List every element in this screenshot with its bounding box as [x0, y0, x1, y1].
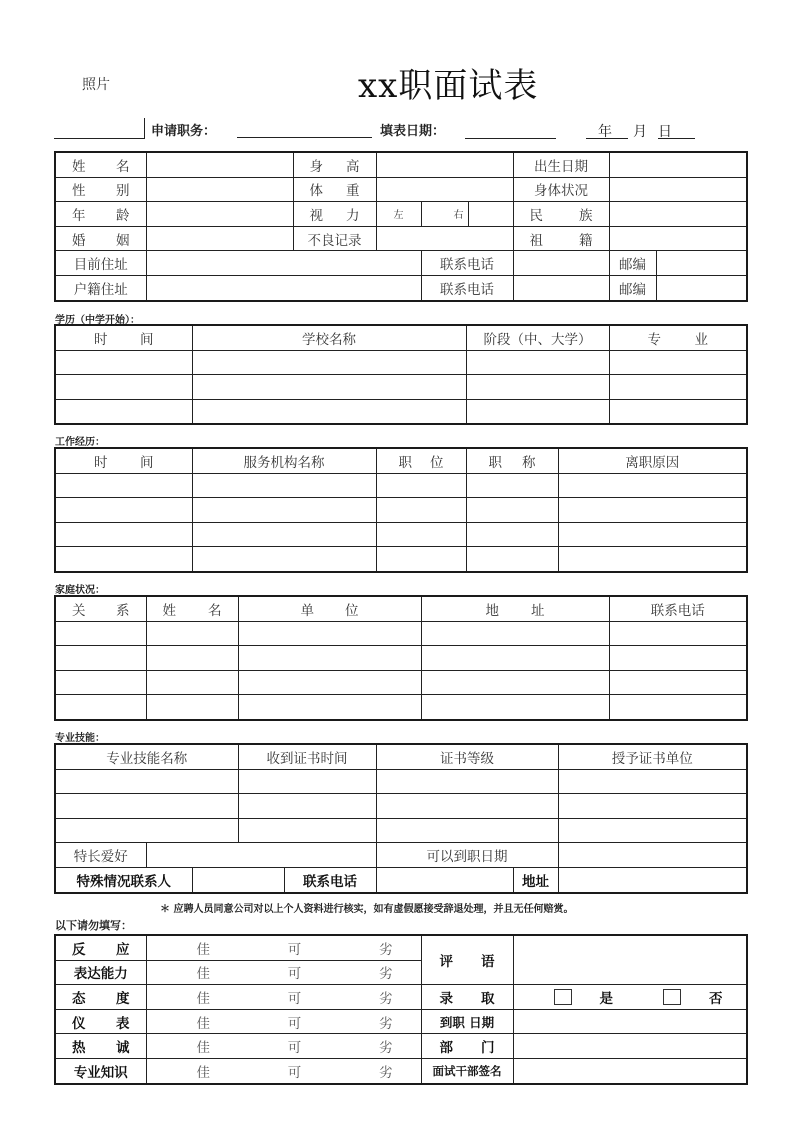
- work-position-cell[interactable]: [376, 522, 466, 547]
- skills-col-cert-issuer: 授予证书单位: [558, 744, 747, 769]
- family-name-cell[interactable]: [146, 646, 238, 671]
- family-name-cell[interactable]: [146, 621, 238, 646]
- eval-appearance-label: 仪 表: [55, 1009, 146, 1034]
- education-header-row: [55, 325, 747, 350]
- family-relation-cell[interactable]: [55, 695, 146, 720]
- bad-record-field[interactable]: [376, 226, 513, 251]
- admit-yes-label: 是: [599, 990, 613, 1007]
- height-field[interactable]: [376, 152, 513, 177]
- hobbies-row: [55, 843, 747, 868]
- current-address-label: 目前住址: [55, 251, 146, 276]
- work-title-cell[interactable]: [466, 473, 558, 498]
- grade-ok: 可: [287, 1040, 302, 1057]
- work-time-cell[interactable]: [55, 522, 192, 547]
- row-gender-weight-health: [55, 177, 747, 202]
- edu-time-cell[interactable]: [55, 350, 192, 375]
- family-section-label: 家庭状况：: [55, 585, 105, 596]
- admit-yes-checkbox[interactable]: [554, 989, 572, 1005]
- grade-good: 佳: [196, 1040, 210, 1057]
- eval-row-appearance: [55, 1009, 747, 1034]
- family-col-phone: 联系电话: [609, 596, 747, 621]
- day-field[interactable]: [658, 138, 695, 139]
- photo-placeholder-label: 照片: [82, 77, 110, 93]
- family-address-cell[interactable]: [421, 621, 609, 646]
- family-address-cell[interactable]: [421, 646, 609, 671]
- family-col-address: 地 址: [421, 596, 609, 621]
- comment-field[interactable]: [513, 935, 747, 985]
- evaluation-table: [54, 934, 748, 1085]
- edu-school-cell[interactable]: [192, 399, 466, 424]
- table-row: [55, 547, 747, 572]
- work-reason-cell[interactable]: [558, 473, 747, 498]
- work-org-cell[interactable]: [192, 498, 376, 523]
- grade-poor: 劣: [379, 1040, 393, 1057]
- skill-level-cell[interactable]: [376, 818, 558, 843]
- page-title: xx职面试表: [358, 66, 539, 106]
- admit-no-checkbox[interactable]: [663, 989, 681, 1005]
- skill-issuer-cell[interactable]: [558, 794, 747, 819]
- grade-ok: 可: [287, 966, 302, 983]
- family-unit-cell[interactable]: [238, 646, 421, 671]
- vision-left-field[interactable]: 左: [376, 202, 421, 227]
- start-date-label: 到职 日期: [421, 1009, 513, 1034]
- edu-time-cell[interactable]: [55, 399, 192, 424]
- edu-stage-cell[interactable]: [466, 350, 609, 375]
- family-address-cell[interactable]: [421, 695, 609, 720]
- current-postcode-label: 邮编: [609, 251, 656, 276]
- row-current-address: [55, 251, 747, 276]
- grade-poor: 劣: [379, 1015, 393, 1032]
- edu-stage-cell[interactable]: [466, 399, 609, 424]
- birth-date-field[interactable]: [609, 152, 747, 177]
- skill-issuer-cell[interactable]: [558, 818, 747, 843]
- weight-field[interactable]: [376, 177, 513, 202]
- comment-label: 评 语: [421, 935, 513, 985]
- edu-major-cell[interactable]: [609, 375, 747, 400]
- eval-reaction-label: 反 应: [55, 935, 146, 960]
- grade-poor: 劣: [379, 966, 393, 983]
- work-time-cell[interactable]: [55, 498, 192, 523]
- grade-poor: 劣: [379, 941, 393, 958]
- skill-level-cell[interactable]: [376, 794, 558, 819]
- education-section-label: 学历（中学开始）：: [55, 315, 140, 326]
- skill-time-cell[interactable]: [238, 818, 376, 843]
- eval-enthusiasm-label: 热 诚: [55, 1034, 146, 1059]
- row-registered-address: [55, 275, 747, 300]
- work-section-label: 工作经历：: [55, 437, 105, 448]
- education-table: [54, 324, 748, 425]
- ethnicity-label: 民 族: [513, 202, 609, 227]
- skill-time-cell[interactable]: [238, 794, 376, 819]
- edu-stage-cell[interactable]: [466, 375, 609, 400]
- table-row: [55, 621, 747, 646]
- table-row: [55, 695, 747, 720]
- work-col-org: 服务机构名称: [192, 448, 376, 473]
- health-label: 身体状况: [513, 177, 609, 202]
- marriage-label: 婚 姻: [55, 226, 146, 251]
- emergency-contact-field[interactable]: [192, 867, 284, 892]
- vision-right-value[interactable]: [468, 202, 513, 227]
- family-col-unit: 单 位: [238, 596, 421, 621]
- registered-phone-field[interactable]: [513, 275, 609, 300]
- fill-date-field[interactable]: [465, 138, 556, 139]
- grade-ok: 可: [287, 990, 302, 1007]
- skills-col-cert-time: 收到证书时间: [238, 744, 376, 769]
- available-date-field[interactable]: [558, 843, 747, 868]
- admit-options: [513, 985, 747, 1010]
- registered-address-label: 户籍住址: [55, 275, 146, 300]
- month-label: 月: [633, 124, 647, 140]
- family-col-relation: 关 系: [55, 596, 146, 621]
- work-time-cell[interactable]: [55, 473, 192, 498]
- edu-col-stage: 阶段（中、大学）: [466, 325, 609, 350]
- registered-phone-label: 联系电话: [421, 275, 513, 300]
- hobbies-field[interactable]: [146, 843, 376, 868]
- ethnicity-field[interactable]: [609, 202, 747, 227]
- gender-label: 性 别: [55, 177, 146, 202]
- skill-issuer-cell[interactable]: [558, 769, 747, 794]
- year-label: 年: [598, 124, 612, 140]
- grade-good: 佳: [196, 1064, 210, 1081]
- edu-major-cell[interactable]: [609, 350, 747, 375]
- grade-good: 佳: [196, 1015, 210, 1032]
- eval-knowledge-grades[interactable]: [146, 1058, 421, 1083]
- eval-row-enthusiasm: [55, 1034, 747, 1059]
- family-unit-cell[interactable]: [238, 695, 421, 720]
- eval-expression-label: 表达能力: [55, 960, 146, 985]
- gender-field[interactable]: [146, 177, 293, 202]
- work-col-time: 时 间: [55, 448, 192, 473]
- apply-position-field[interactable]: [237, 137, 372, 138]
- family-phone-cell[interactable]: [609, 646, 747, 671]
- table-row: [55, 670, 747, 695]
- current-postcode-field[interactable]: [656, 251, 747, 276]
- current-address-field[interactable]: [146, 251, 421, 276]
- edu-col-time: 时 间: [55, 325, 192, 350]
- skill-name-cell[interactable]: [55, 769, 238, 794]
- work-reason-cell[interactable]: [558, 498, 747, 523]
- start-date-field[interactable]: [513, 1009, 747, 1034]
- edu-col-major: 专 业: [609, 325, 747, 350]
- table-row: [55, 375, 747, 400]
- row-age-vision-ethnicity: [55, 202, 747, 227]
- skill-level-cell[interactable]: [376, 769, 558, 794]
- registered-postcode-label: 邮编: [609, 275, 656, 300]
- current-phone-field[interactable]: [513, 251, 609, 276]
- registered-postcode-field[interactable]: [656, 275, 747, 300]
- skills-col-cert-level: 证书等级: [376, 744, 558, 769]
- family-address-cell[interactable]: [421, 670, 609, 695]
- skills-col-name: 专业技能名称: [55, 744, 238, 769]
- work-org-cell[interactable]: [192, 547, 376, 572]
- age-label: 年 龄: [55, 202, 146, 227]
- family-name-cell[interactable]: [146, 695, 238, 720]
- hobbies-label: 特长爱好: [55, 843, 146, 868]
- emergency-contact-row: [55, 867, 747, 892]
- evaluation-section-label: 以下请勿填写：: [55, 919, 132, 932]
- work-position-cell[interactable]: [376, 498, 466, 523]
- weight-label: 体 重: [293, 177, 376, 202]
- interviewer-sign-field[interactable]: [513, 1058, 747, 1083]
- row-name-height-birth: [55, 152, 747, 177]
- native-place-label: 祖 籍: [513, 226, 609, 251]
- native-place-field[interactable]: [609, 226, 747, 251]
- vision-label: 视 力: [293, 202, 376, 227]
- table-row: [55, 646, 747, 671]
- work-title-cell[interactable]: [466, 547, 558, 572]
- work-col-leave-reason: 离职原因: [558, 448, 747, 473]
- family-phone-cell[interactable]: [609, 670, 747, 695]
- grade-good: 佳: [196, 990, 210, 1007]
- grade-ok: 可: [287, 941, 302, 958]
- table-row: [55, 350, 747, 375]
- family-col-name: 姓 名: [146, 596, 238, 621]
- eval-row-attitude: [55, 985, 747, 1010]
- available-date-label: 可以到职日期: [376, 843, 558, 868]
- table-row: [55, 794, 747, 819]
- eval-enthusiasm-grades[interactable]: [146, 1034, 421, 1059]
- skill-name-cell[interactable]: [55, 818, 238, 843]
- interviewer-sign-label: 面试干部签名: [421, 1058, 513, 1083]
- name-field[interactable]: [146, 152, 293, 177]
- eval-attitude-label: 态 度: [55, 985, 146, 1010]
- skill-time-cell[interactable]: [238, 769, 376, 794]
- department-field[interactable]: [513, 1034, 747, 1059]
- grade-ok: 可: [287, 1015, 302, 1032]
- edu-time-cell[interactable]: [55, 375, 192, 400]
- eval-knowledge-label: 专业知识: [55, 1058, 146, 1083]
- table-row: [55, 498, 747, 523]
- table-row: [55, 399, 747, 424]
- work-org-cell[interactable]: [192, 522, 376, 547]
- eval-row-reaction: [55, 935, 747, 960]
- fill-date-label: 填表日期：: [380, 124, 446, 139]
- admit-no-label: 否: [709, 990, 723, 1007]
- grade-poor: 劣: [379, 1064, 393, 1081]
- table-row: [55, 522, 747, 547]
- emergency-contact-label: 特殊情况联系人: [55, 867, 192, 892]
- family-unit-cell[interactable]: [238, 621, 421, 646]
- birth-date-label: 出生日期: [513, 152, 609, 177]
- work-table: [54, 447, 748, 573]
- table-row: [55, 818, 747, 843]
- emergency-address-label: 地址: [513, 867, 558, 892]
- work-col-title: 职 称: [466, 448, 558, 473]
- registered-address-field[interactable]: [146, 275, 421, 300]
- eval-attitude-grades[interactable]: [146, 985, 421, 1010]
- work-position-cell[interactable]: [376, 547, 466, 572]
- edu-school-cell[interactable]: [192, 375, 466, 400]
- eval-row-knowledge: [55, 1058, 747, 1083]
- current-phone-label: 联系电话: [421, 251, 513, 276]
- health-field[interactable]: [609, 177, 747, 202]
- grade-ok: 可: [287, 1064, 302, 1081]
- work-time-cell[interactable]: [55, 547, 192, 572]
- name-label: 姓 名: [55, 152, 146, 177]
- skill-name-cell[interactable]: [55, 794, 238, 819]
- work-header-row: [55, 448, 747, 473]
- admit-label: 录 取: [421, 985, 513, 1010]
- eval-reaction-grades[interactable]: [146, 935, 421, 960]
- work-reason-cell[interactable]: [558, 547, 747, 572]
- table-row: [55, 769, 747, 794]
- family-relation-cell[interactable]: [55, 670, 146, 695]
- marriage-field[interactable]: [146, 226, 293, 251]
- personal-info-table: [54, 151, 748, 302]
- bad-record-label: 不良记录: [293, 226, 376, 251]
- day-label: 日: [658, 124, 672, 140]
- grade-poor: 劣: [379, 990, 393, 1007]
- department-label: 部 门: [421, 1034, 513, 1059]
- family-header-row: [55, 596, 747, 621]
- work-org-cell[interactable]: [192, 473, 376, 498]
- row-marriage-record-native: [55, 226, 747, 251]
- family-relation-cell[interactable]: [55, 646, 146, 671]
- emergency-phone-label: 联系电话: [284, 867, 376, 892]
- skills-header-row: [55, 744, 747, 769]
- vision-right-field[interactable]: 右: [421, 202, 468, 227]
- height-label: 身 高: [293, 152, 376, 177]
- family-unit-cell[interactable]: [238, 670, 421, 695]
- photo-line: [54, 118, 145, 139]
- table-row: [55, 473, 747, 498]
- eval-expression-grades[interactable]: [146, 960, 421, 985]
- disclaimer-note: ＊ 应聘人员同意公司对以上个人资料进行核实，如有虚假愿接受辞退处理，并且无任何赔赏。: [160, 904, 574, 915]
- family-phone-cell[interactable]: [609, 621, 747, 646]
- skills-table: [54, 743, 748, 894]
- eval-appearance-grades[interactable]: [146, 1009, 421, 1034]
- family-table: [54, 595, 748, 721]
- work-title-cell[interactable]: [466, 522, 558, 547]
- skills-section-label: 专业技能：: [55, 733, 105, 744]
- work-title-cell[interactable]: [466, 498, 558, 523]
- grade-good: 佳: [196, 966, 210, 983]
- family-phone-cell[interactable]: [609, 695, 747, 720]
- emergency-address-field[interactable]: [558, 867, 747, 892]
- age-field[interactable]: [146, 202, 293, 227]
- emergency-phone-field[interactable]: [376, 867, 513, 892]
- family-relation-cell[interactable]: [55, 621, 146, 646]
- edu-major-cell[interactable]: [609, 399, 747, 424]
- grade-good: 佳: [196, 941, 210, 958]
- work-position-cell[interactable]: [376, 473, 466, 498]
- apply-position-label: 申请职务：: [151, 124, 217, 139]
- work-reason-cell[interactable]: [558, 522, 747, 547]
- edu-school-cell[interactable]: [192, 350, 466, 375]
- work-col-position: 职 位: [376, 448, 466, 473]
- family-name-cell[interactable]: [146, 670, 238, 695]
- edu-col-school: 学校名称: [192, 325, 466, 350]
